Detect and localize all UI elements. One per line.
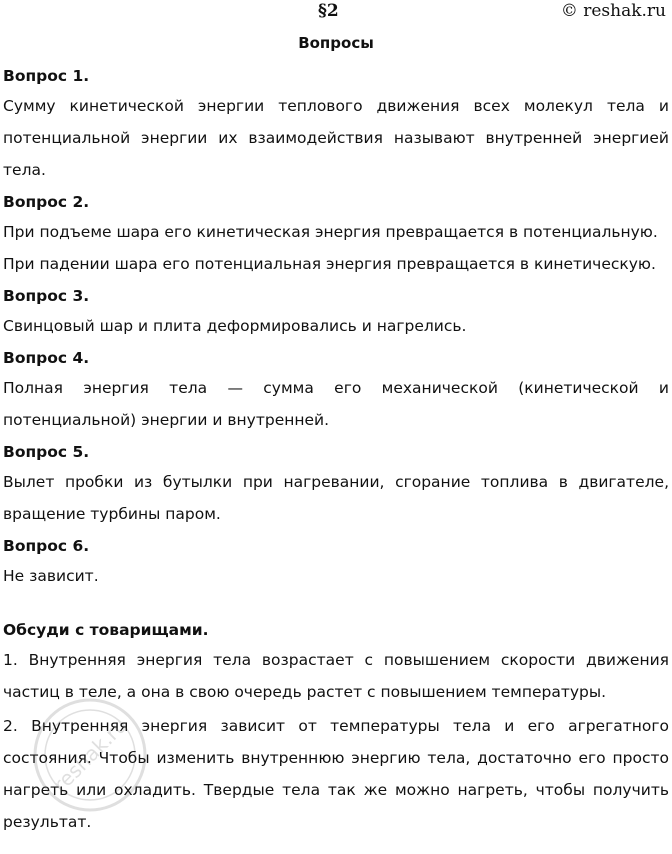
question-answer: Вылет пробки из бутылки при нагревании, сгорание топлива в двигателе, вращение турбины паром. xyxy=(3,473,669,523)
discuss-block xyxy=(3,616,669,838)
question-heading: Вопрос 2. xyxy=(3,193,90,211)
question-heading: Вопрос 6. xyxy=(3,537,90,555)
section-number: §2 xyxy=(318,1,339,21)
question-answer: Не зависит. xyxy=(3,567,99,585)
question-answer: Полная энергия тела — сумма его механической (кинетической и потенциальной) энергии и внутренней. xyxy=(3,379,669,429)
question-answer-line: При падении шара его потенциальная энергия превращается в кинетическую. xyxy=(3,255,656,273)
question-answer-line: При подъеме шара его кинетическая энергия превращается в потенциальную. xyxy=(3,223,658,241)
copyright-notice: © reshak.ru xyxy=(560,1,666,21)
watermark-text: reshak.ru xyxy=(48,713,132,797)
discuss-heading: Обсуди с товарищами. xyxy=(3,621,209,639)
page-title: Вопросы xyxy=(298,34,374,52)
discuss-item: 1. Внутренняя энергия тела возрастает с повышением скорости движения частиц в теле, а она в свою очередь растет с повышением температуры. xyxy=(3,651,669,701)
question-block-2 xyxy=(3,188,669,280)
question-block-1 xyxy=(3,62,669,186)
question-answer: Свинцовый шар и плита деформировались и нагрелись. xyxy=(3,317,467,335)
question-heading: Вопрос 5. xyxy=(3,443,90,461)
question-heading: Вопрос 3. xyxy=(3,287,90,305)
question-answer: Сумму кинетической энергии теплового движения всех молекул тела и потенциальной энергии их взаимодействия называют внутренней энергией тела. xyxy=(3,97,669,179)
question-heading: Вопрос 4. xyxy=(3,349,90,367)
content-body xyxy=(3,62,669,840)
question-block-3 xyxy=(3,282,669,342)
question-heading: Вопрос 1. xyxy=(3,67,90,85)
question-block-6 xyxy=(3,532,669,592)
discuss-item: 2. Внутренняя энергия зависит от температуры тела и его агрегатного состояния. Чтобы изменить внутреннюю энергию тела, достаточно его просто нагреть или охладить. Твердые тела так же можно нагреть, чтобы получить результат. xyxy=(3,717,669,831)
question-block-5 xyxy=(3,438,669,530)
question-block-4 xyxy=(3,344,669,436)
section-spacer xyxy=(3,594,669,616)
